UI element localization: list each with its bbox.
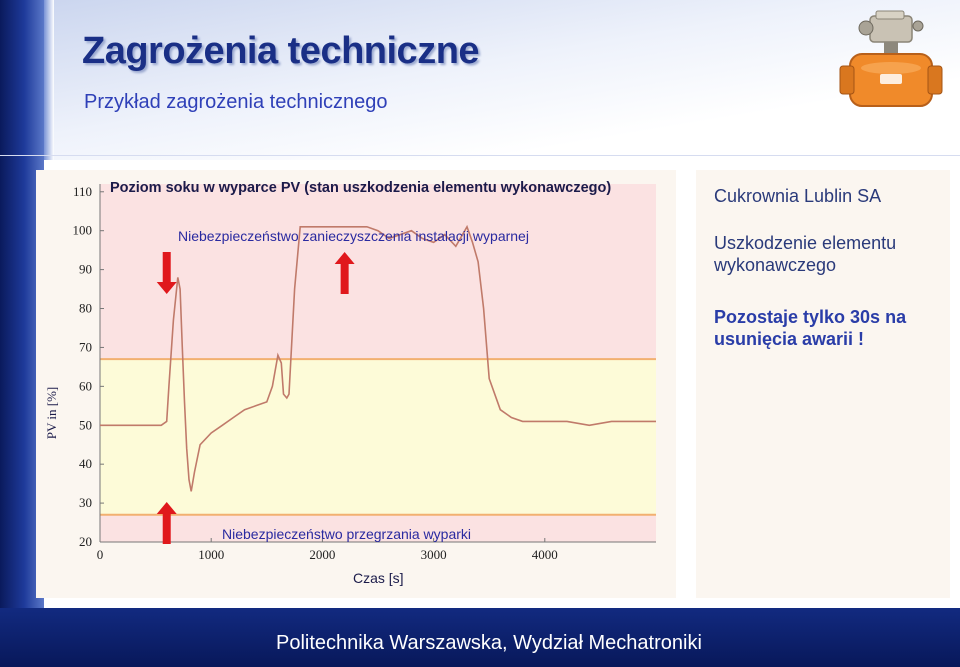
x-tick-label: 1000 <box>198 547 225 562</box>
y-axis-label: PV in [%] <box>44 386 59 440</box>
y-tick-label: 80 <box>79 300 92 316</box>
chart-panel <box>36 170 676 598</box>
x-tick-label: 0 <box>96 547 104 562</box>
y-tick-label: 100 <box>72 222 92 238</box>
footer-institution: Politechnika Warszawska, Wydział Mechatroniki <box>276 632 702 654</box>
info-panel <box>696 170 950 598</box>
annotation-bottom: Niebezpieczeństwo przegrzania wyparki <box>222 526 472 542</box>
y-tick-label: 70 <box>79 339 92 355</box>
y-tick-label: 40 <box>79 456 92 472</box>
annotation-top: Niebezpieczeństwo zanieczyszczenia instalacji wyparnej <box>178 228 529 244</box>
valve-actuator-image <box>836 8 946 118</box>
x-tick-label: 4000 <box>531 547 558 562</box>
y-tick-label: 90 <box>79 261 92 277</box>
band-alert-2 <box>100 184 656 359</box>
header-divider <box>0 155 960 156</box>
x-tick-label: 2000 <box>309 547 336 562</box>
left-decorative-fade <box>44 0 54 160</box>
y-tick-label: 50 <box>79 417 92 433</box>
y-tick-label: 60 <box>79 378 92 394</box>
slide-title: Zagrożenia techniczne <box>82 30 480 72</box>
y-tick-label: 30 <box>79 495 92 511</box>
level-chart <box>36 170 676 598</box>
company-name: Cukrownia Lublin SA <box>714 186 882 206</box>
slide-subtitle: Przykład zagrożenia technicznego <box>84 91 388 113</box>
fault-description: Uszkodzenie elementu wykonawczego <box>714 233 897 275</box>
header-background <box>0 0 960 160</box>
y-tick-labels <box>73 184 105 549</box>
x-axis-label: Czas [s] <box>353 570 404 586</box>
chart-title: Poziom soku w wyparce PV (stan uszkodzenia elementu wykonawczego) <box>110 180 612 196</box>
y-tick-label: 20 <box>79 534 92 549</box>
y-tick-label: 110 <box>72 183 92 199</box>
warning-message: Pozostaje tylko 30s na usunięcia awarii ! <box>714 307 907 349</box>
x-tick-label: 3000 <box>420 547 447 562</box>
